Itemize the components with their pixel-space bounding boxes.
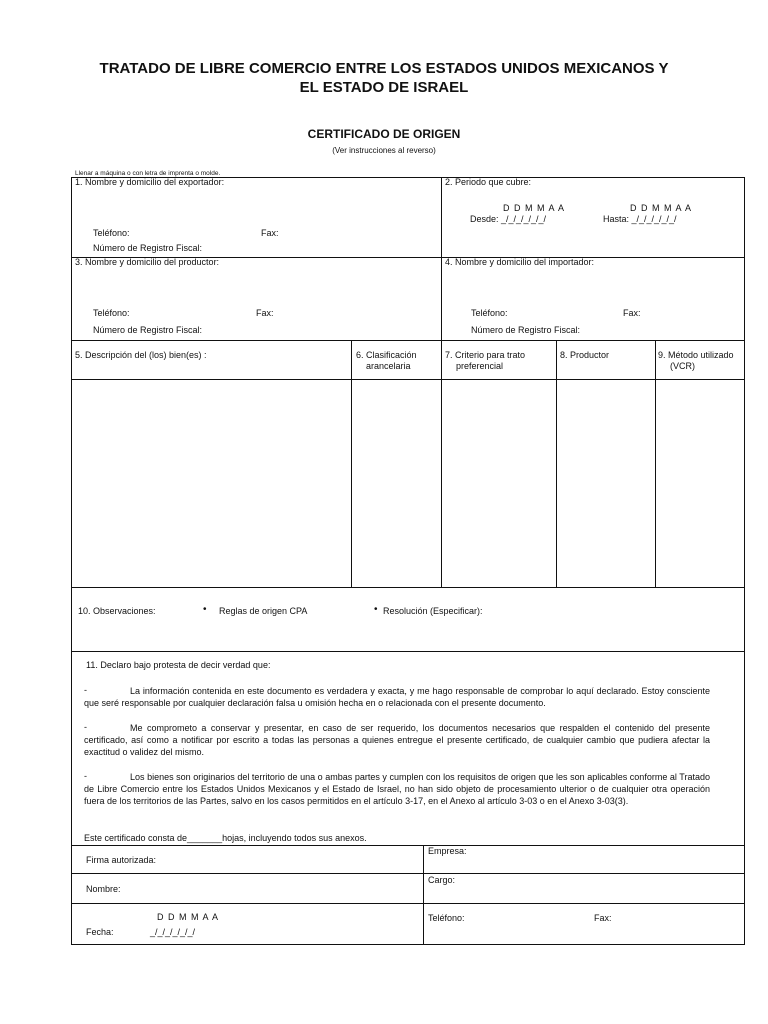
column-header-criterion-line-2: preferencial — [456, 361, 504, 371]
declaration-paragraph-2: Me comprometo a conservar y presentar, en caso de ser requerido, los documentos necesarios que respalden el contenido del presente certificado, así como a notificar por escrito a todas las personas a quienes entregue el presente certificado, de cualquier cambio que pudiera afectar la exactitud o validez del mismo. — [84, 723, 710, 757]
position-label[interactable]: Cargo: — [428, 875, 456, 885]
producer-phone-label[interactable]: Teléfono: — [93, 308, 130, 318]
declaration-paragraph-1: La información contenida en este documento es verdadera y exacta, y me hago responsable de comprobar lo aquí declarado. Estoy consciente que seré responsable por cualquier declaración falsa u omisión hecha en o relacionada con el presente documento. — [84, 686, 710, 708]
bullet-icon: • — [374, 604, 378, 615]
divider — [71, 651, 745, 652]
period-label: 2. Periodo que cubre: — [445, 177, 532, 187]
tariff-classification-cell[interactable] — [353, 381, 440, 586]
option-resolution-specify[interactable]: Resolución (Especificar): — [383, 606, 483, 616]
importer-label: 4. Nombre y domicilio del importador: — [445, 257, 595, 267]
treaty-title-line-1: TRATADO DE LIBRE COMERCIO ENTRE LOS ESTADOS UNIDOS MEXICANOS Y — [99, 60, 669, 77]
divider — [71, 873, 745, 874]
importer-phone-label[interactable]: Teléfono: — [471, 308, 508, 318]
importer-tax-id-label[interactable]: Número de Registro Fiscal: — [471, 325, 581, 335]
preference-criterion-cell[interactable] — [443, 381, 555, 586]
exporter-label: 1. Nombre y domicilio del exportador: — [75, 177, 225, 187]
fill-instructions-note: Llenar a máquina o con letra de imprenta o molde. — [75, 170, 221, 177]
column-header-method-line-1: 9. Método utilizado — [658, 350, 734, 360]
divider — [423, 845, 424, 945]
importer-fax-label[interactable]: Fax: — [623, 308, 641, 318]
date-format: D D M M A A — [157, 912, 220, 922]
observations-label: 10. Observaciones: — [78, 606, 156, 616]
divider — [441, 340, 442, 587]
column-header-description: 5. Descripción del (los) bien(es) : — [75, 350, 207, 360]
authorized-signature-label[interactable]: Firma autorizada: — [86, 855, 157, 865]
column-header-criterion-line-1: 7. Criterio para trato — [445, 350, 526, 360]
exporter-phone-label[interactable]: Teléfono: — [93, 228, 130, 238]
declaration-dash-1: - — [84, 685, 87, 695]
divider — [71, 379, 745, 380]
bullet-icon: • — [203, 604, 207, 615]
producer-tax-id-label[interactable]: Número de Registro Fiscal: — [93, 325, 203, 335]
producer-label: 3. Nombre y domicilio del productor: — [75, 257, 220, 267]
date-field[interactable]: _/_/_/_/_/_/ — [150, 927, 196, 937]
signature-fax-label[interactable]: Fax: — [594, 913, 612, 923]
method-cell[interactable] — [657, 381, 744, 586]
company-label[interactable]: Empresa: — [428, 846, 467, 856]
name-label[interactable]: Nombre: — [86, 884, 121, 894]
declaration-dash-2: - — [84, 722, 87, 732]
period-from-format: D D M M A A — [503, 203, 566, 213]
producer-cell[interactable] — [558, 381, 654, 586]
date-label: Fecha: — [86, 927, 114, 937]
signature-phone-label[interactable]: Teléfono: — [428, 913, 465, 923]
column-header-method-line-2: (VCR) — [670, 361, 695, 371]
page-count-statement[interactable]: Este certificado consta de_______hojas, incluyendo todos sus anexos. — [84, 833, 367, 843]
goods-description-cell[interactable] — [72, 381, 350, 586]
divider — [441, 177, 442, 340]
divider — [71, 903, 745, 904]
producer-fax-label[interactable]: Fax: — [256, 308, 274, 318]
divider — [556, 340, 557, 587]
divider — [71, 587, 745, 588]
divider — [655, 340, 656, 587]
certificate-subtitle: (Ver instrucciones al reverso) — [332, 146, 436, 155]
declaration-paragraph-3: Los bienes son originarios del territorio de una o ambas partes y cumplen con los requisitos de origen que les son aplicables conforme al Tratado de Libre Comercio entre los Estados Unidos Mexicanos y el Estado de Israel, no han sido objeto de procesamiento ulterior o de cualquier otra operación fuera de los territorios de las Partes, salvo en los casos permitidos en el artículo 3-17, en el Anexo al artículo 3-03 o en el Anexo 3-03(3). — [84, 772, 710, 806]
period-to-field[interactable]: Hasta: _/_/_/_/_/_/ — [603, 214, 677, 224]
divider — [71, 845, 745, 846]
declaration-label: 11. Declaro bajo protesta de decir verdad que: — [86, 660, 271, 670]
divider — [351, 340, 352, 587]
column-header-tariff-line-2: arancelaria — [366, 361, 411, 371]
column-header-producer: 8. Productor — [560, 350, 610, 360]
option-cpa-origin-rules[interactable]: Reglas de origen CPA — [219, 606, 308, 616]
period-from-field[interactable]: Desde: _/_/_/_/_/_/ — [470, 214, 547, 224]
treaty-title-line-2: EL ESTADO DE ISRAEL — [299, 79, 469, 96]
declaration-dash-3: - — [84, 771, 87, 781]
period-to-format: D D M M A A — [630, 203, 693, 213]
exporter-tax-id-label[interactable]: Número de Registro Fiscal: — [93, 243, 203, 253]
exporter-fax-label[interactable]: Fax: — [261, 228, 279, 238]
column-header-tariff-line-1: 6. Clasificación — [356, 350, 417, 360]
certificate-title: CERTIFICADO DE ORIGEN — [307, 127, 461, 141]
divider — [71, 340, 745, 341]
